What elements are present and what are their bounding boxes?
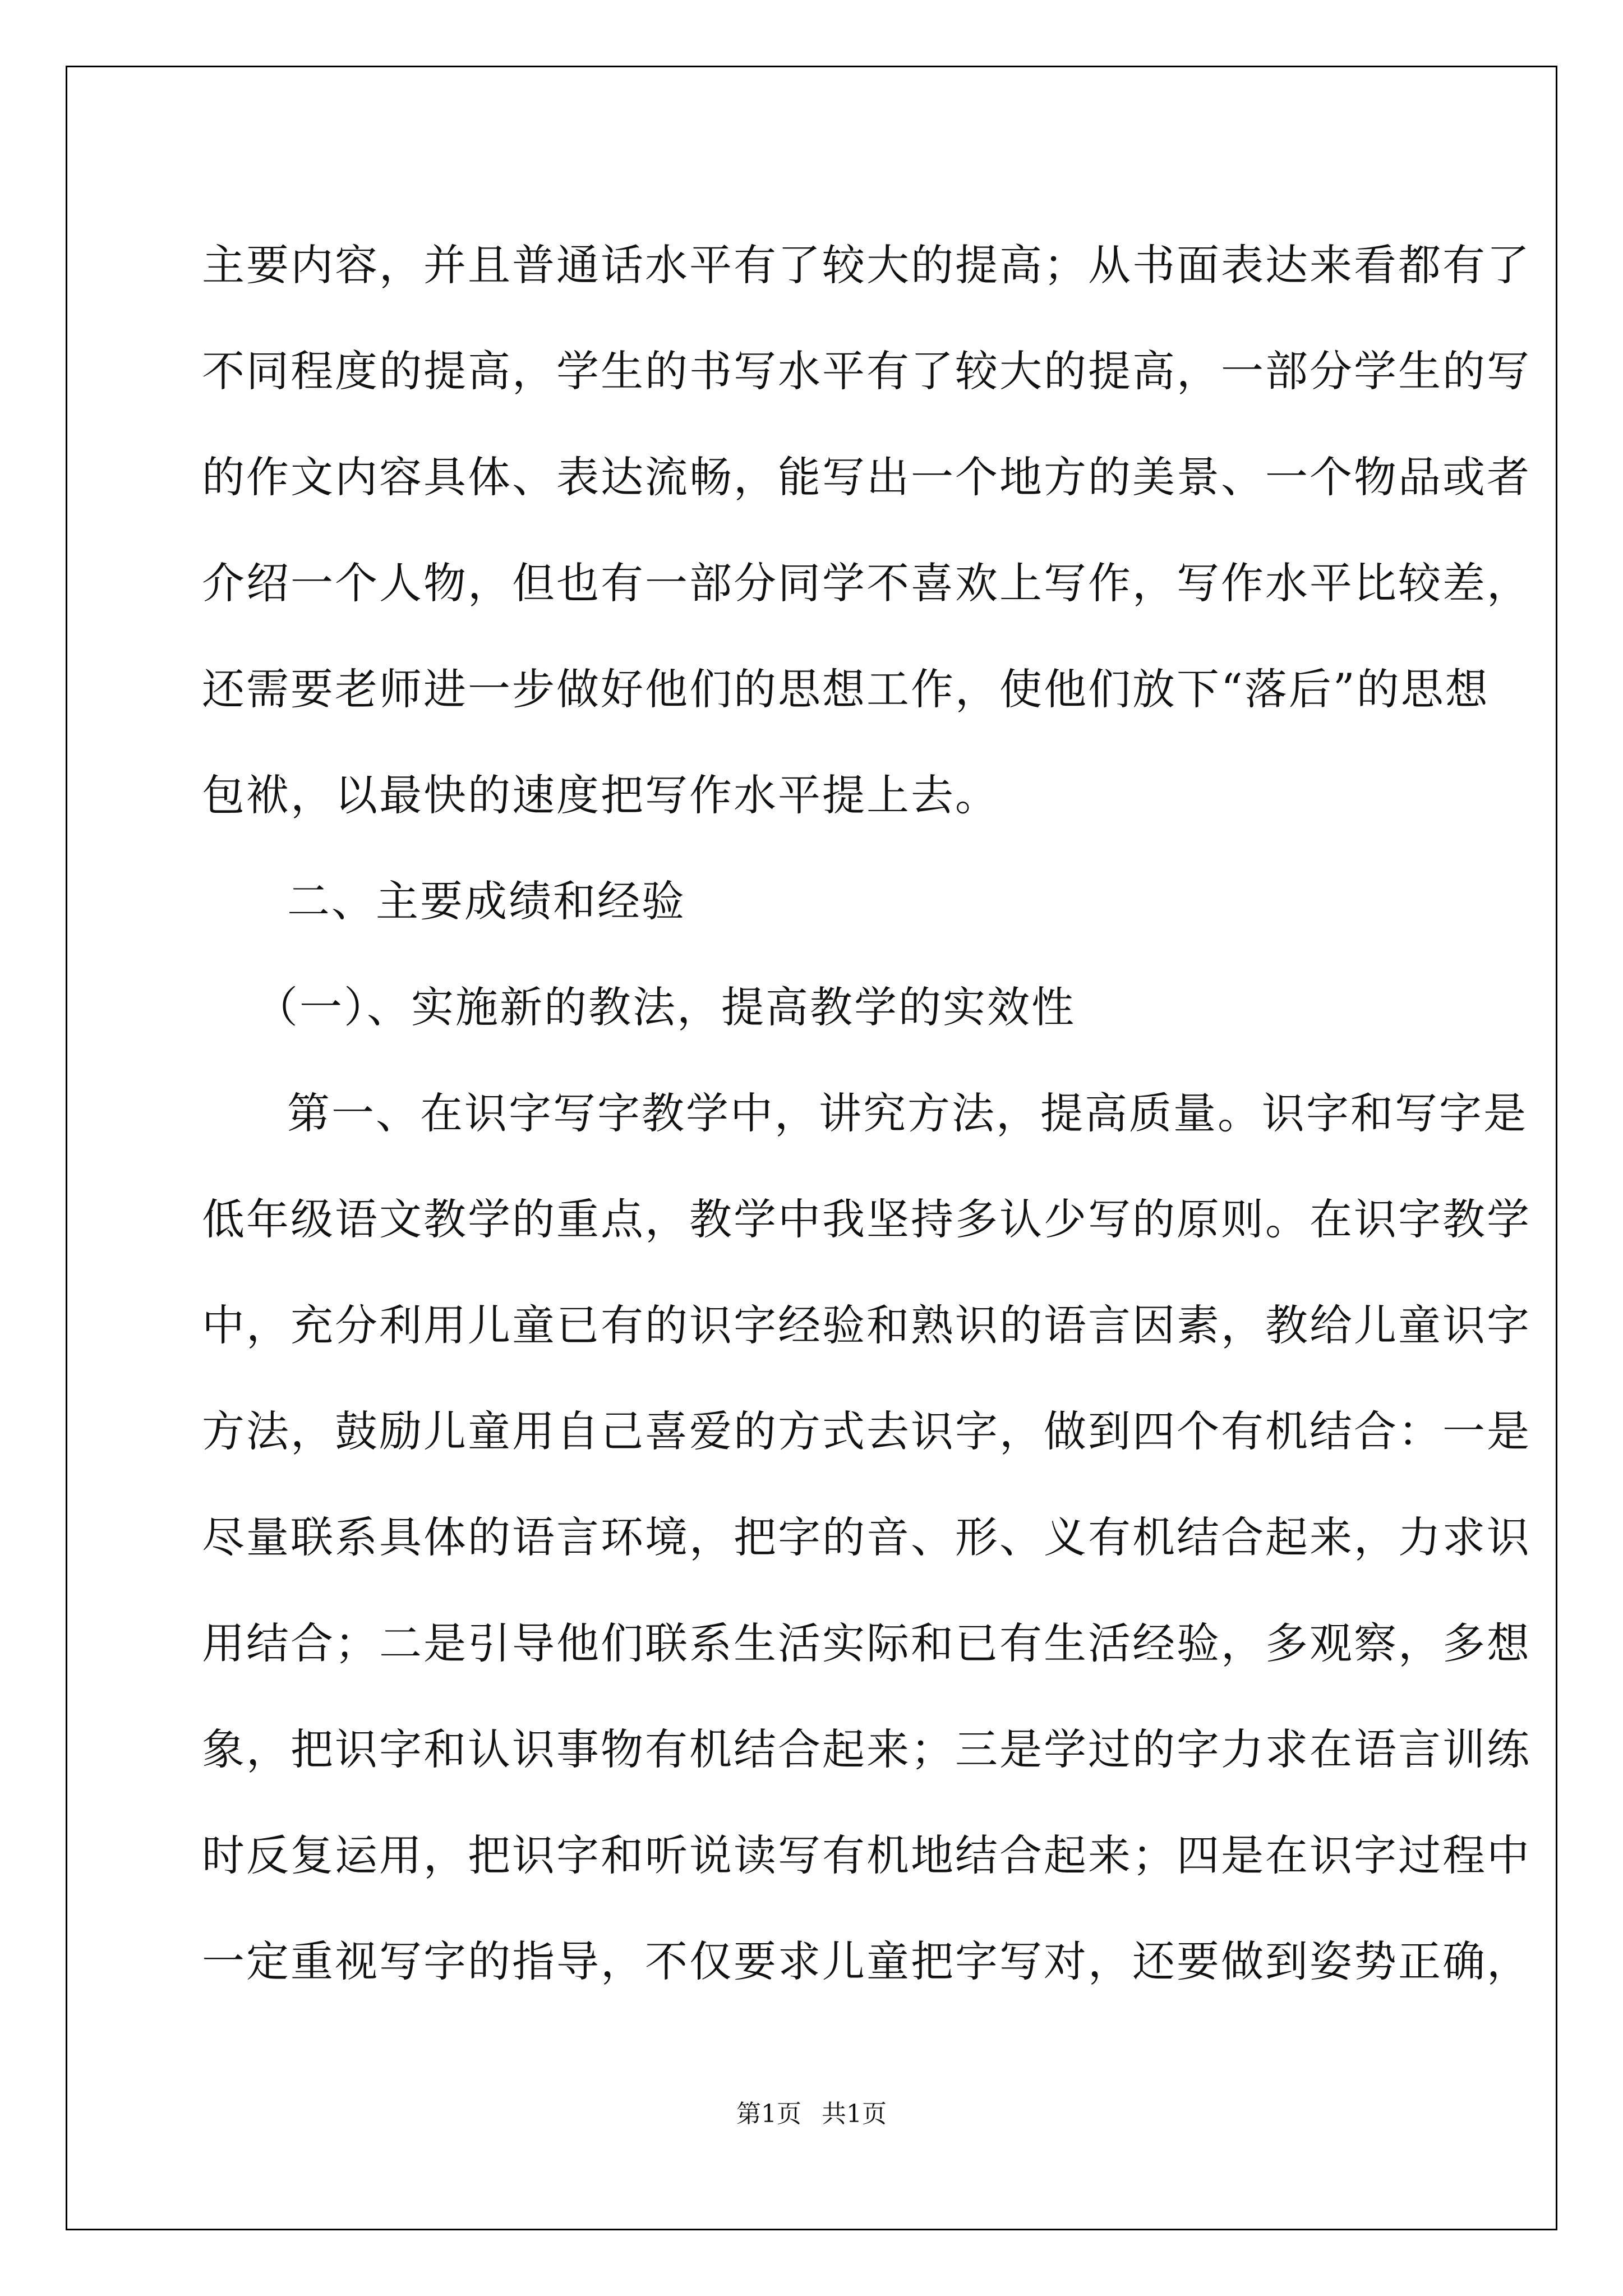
document-body xyxy=(202,212,1531,2014)
text-line: 用结合；二是引导他们联系生活实际和已有生活经验，多观察，多想 xyxy=(202,1618,1531,1668)
text-line: 象，把识字和认识事物有机结合起来；三是学过的字力求在语言训练 xyxy=(202,1724,1531,1774)
text-line: 主要内容，并且普通话水平有了较大的提高；从书面表达来看都有了 xyxy=(202,240,1531,290)
text-line: 介绍一个人物，但也有一部分同学不喜欢上写作，写作水平比较差， xyxy=(202,558,1531,608)
text-line: 方法，鼓励儿童用自己喜爱的方式去识字，做到四个有机结合：一是 xyxy=(202,1406,1531,1456)
subsection-heading: （一）、实施新的教法，提高教学的实效性 xyxy=(255,982,1076,1032)
text-line: 一定重视写字的指导，不仅要求儿童把字写对，还要做到姿势正确， xyxy=(202,1936,1531,1986)
section-heading: 二、主要成绩和经验 xyxy=(287,876,686,926)
text-line: 的作文内容具体、表达流畅，能写出一个地方的美景、一个物品或者 xyxy=(202,452,1531,502)
text-line: 中，充分利用儿童已有的识字经验和熟识的语言因素，教给儿童识字 xyxy=(202,1300,1531,1350)
text-line: 尽量联系具体的语言环境，把字的音、形、义有机结合起来，力求识 xyxy=(202,1512,1531,1562)
text-line: 低年级语文教学的重点，教学中我坚持多认少写的原则。在识字教学 xyxy=(202,1194,1531,1244)
text-line: 不同程度的提高，学生的书写水平有了较大的提高，一部分学生的写 xyxy=(202,346,1531,396)
text-line: 时反复运用，把识字和听说读写有机地结合起来；四是在识字过程中 xyxy=(202,1830,1531,1880)
page-number: 第1页 xyxy=(736,2100,801,2128)
page-footer xyxy=(0,2093,1623,2129)
page-total: 共1页 xyxy=(822,2100,887,2128)
text-line: 包袱，以最快的速度把写作水平提上去。 xyxy=(202,770,999,820)
text-line: 还需要老师进一步做好他们的思想工作，使他们放下“落后”的思想 xyxy=(202,664,1490,714)
paragraph-first-line: 第一、在识字写字教学中，讲究方法，提高质量。识字和写字是 xyxy=(287,1088,1528,1138)
